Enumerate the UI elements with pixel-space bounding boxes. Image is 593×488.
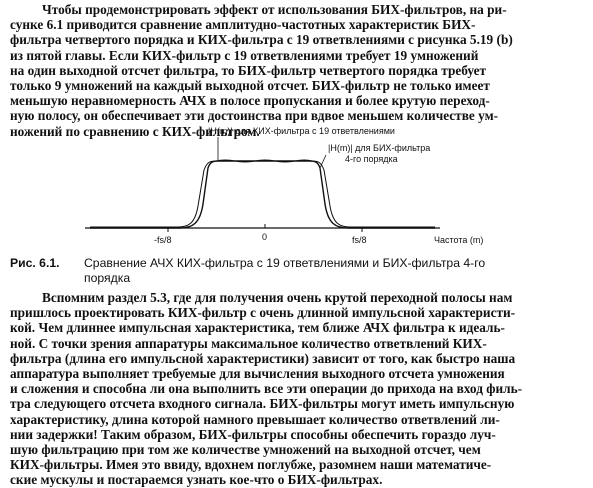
text-line: шую фильтрацию при том же количестве умножений на выходной отсчет, чем xyxy=(10,442,481,458)
tick-label-center: 0 xyxy=(262,232,268,242)
text-line: ножений по сравнению с КИХ-фильтром. xyxy=(10,123,260,139)
frequency-response-figure xyxy=(10,124,590,254)
main-paragraph xyxy=(10,290,582,488)
frequency-response-plot xyxy=(10,124,590,254)
text-line: КИХ-фильтры. Имея это ввиду, вдохнем поглубже, разомнем наши математиче- xyxy=(10,457,492,473)
x-axis-label: Частота (m) xyxy=(434,235,484,245)
text-line: аппаратура выполняет требуемые для вычисления выходного отсчета умножения xyxy=(10,366,505,382)
text-line: сунке 6.1 приводится сравнение амплитудно-частотных характеристик БИХ- xyxy=(10,17,476,33)
text-line: нии задержки! Таким образом, БИХ-фильтры способны обеспечить гораздо луч- xyxy=(10,426,496,442)
iir-label-leader xyxy=(320,155,326,168)
figure-caption xyxy=(10,256,585,286)
iir-response-curve xyxy=(90,161,435,228)
text-line: Вспомним раздел 5.3, где для получения очень крутой переходной полосы нам xyxy=(42,290,513,305)
text-line: ские мускулы и постараемся узнать кое-что о БИХ-фильтрах. xyxy=(10,472,383,488)
text-line: пришлось проектировать КИХ-фильтр с очень длинной импульсной характеристи- xyxy=(10,305,516,321)
text-line: на один выходной отсчет фильтра, то БИХ-фильтр четвертого порядка требует xyxy=(10,62,487,78)
tick-label-right: fs/8 xyxy=(352,235,367,245)
caption-text-line2: порядка xyxy=(84,271,131,285)
intro-paragraph xyxy=(10,2,582,139)
text-line: меньшую неравномерность АЧХ в полосе пропускания и более крутую переход- xyxy=(10,93,490,109)
fir-curve-label: |H(m)| для КИХ-фильтра с 19 ответвлениями xyxy=(208,126,395,136)
text-line: фильтра четвертого порядка и КИХ-фильтра с 19 ответвлениями с рисунка 5.19 (b) xyxy=(10,32,513,48)
text-line: кой. Чем длиннее импульсная характеристика, тем ближе АЧХ фильтра к идеаль- xyxy=(10,320,505,336)
text-line: фильтра (длина его импульсной характеристики) зависит от того, как быстро наша xyxy=(10,350,516,366)
iir-curve-label-line2: 4-го порядка xyxy=(345,154,398,164)
caption-label: Рис. 6.1. xyxy=(10,256,60,270)
text-line: из пятой главы. Если КИХ-фильтр с 19 ответвлениями требует 19 умножений xyxy=(10,47,479,63)
tick-label-left: -fs/8 xyxy=(154,235,172,245)
iir-curve-label-line1: |H(m)| для БИХ-фильтра xyxy=(328,143,431,153)
text-line: характеристику, длина которой намного превышает количество ответвлений ли- xyxy=(10,411,500,427)
text-line: и сложения и способна ли она выполнить все эти операции до прихода на вход филь- xyxy=(10,381,523,397)
text-line: ную полосу, он обеспечивает эти достоинства при вдвое меньшем количестве ум- xyxy=(10,108,499,124)
text-line: Чтобы продемонстрировать эффект от использования БИХ-фильтров, на ри- xyxy=(42,2,507,17)
text-line: только 9 умножений на каждый выходной отсчет. БИХ-фильтр не только имеет xyxy=(10,78,490,94)
fir-response-curve xyxy=(90,160,435,227)
text-line: ной. С точки зрения аппаратуры максимальное количество ответвлений КИХ- xyxy=(10,335,487,351)
text-line: тра следующего отсчета входного сигнала. БИХ-фильтры могут иметь импульсную xyxy=(10,396,515,412)
caption-text-line1: Сравнение АЧХ КИХ-фильтра с 19 ответвлениями и БИХ-фильтра 4-го xyxy=(84,256,486,270)
